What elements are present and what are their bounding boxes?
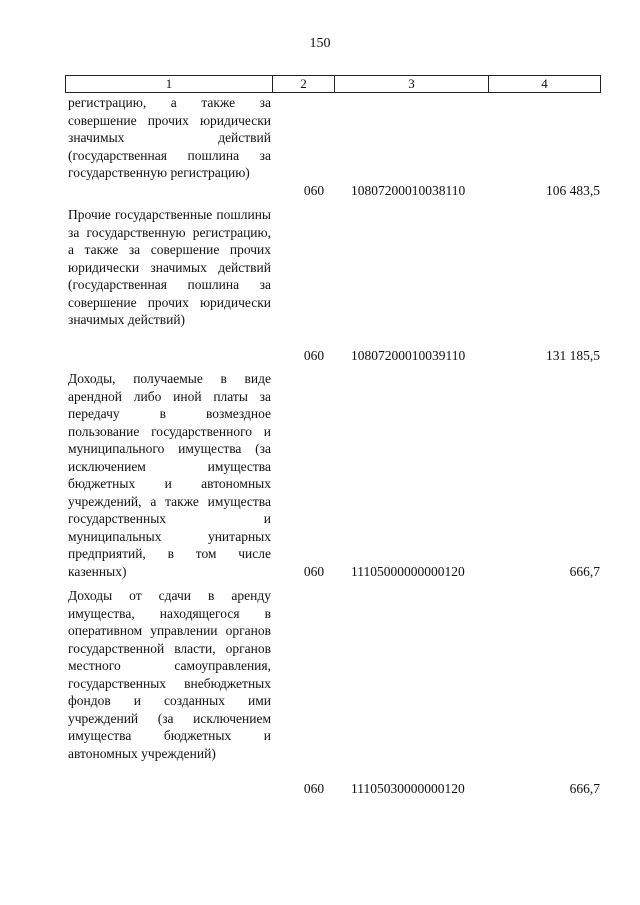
table-row <box>68 370 600 580</box>
row-budget-code: 10807200010039110 <box>351 347 466 363</box>
row-description: Прочие государственные пошлины за государственную регистрацию, а также за совершение прочих юридически значимых действий (государственная пошлина за совершение прочих юридически значимых действий) <box>68 207 271 327</box>
header-col-1: 1 <box>66 76 273 92</box>
row-admin-code: 060 <box>303 563 325 579</box>
table-row <box>68 206 600 364</box>
row-admin-code: 060 <box>303 347 325 363</box>
row-amount: 106 483,5 <box>546 182 600 198</box>
table-row <box>68 94 600 199</box>
row-budget-code: 10807200010038110 <box>351 182 466 198</box>
row-amount: 666,7 <box>569 563 600 579</box>
row-description: регистрацию, а также за совершение прочих юридически значимых действий (государственная пошлина за государственную регистрацию) <box>68 95 271 180</box>
header-col-3: 3 <box>335 76 489 92</box>
header-col-2: 2 <box>273 76 335 92</box>
row-description: Доходы, получаемые в виде арендной либо иной платы за передачу в возмездное пользование государственного и муниципального имущества (за исключением имущества бюджетных и автономных учреждений, а также имущества государственных и муниципальных унитарных предприятий, в том числе казенных) <box>68 371 271 579</box>
page-number: 150 <box>309 36 331 51</box>
row-admin-code: 060 <box>303 182 325 198</box>
table-row <box>68 587 600 797</box>
row-description: Доходы от сдачи в аренду имущества, находящегося в оперативном управлении органов государственной власти, органов местного самоуправления, государственных внебюджетных фондов и созданных ими учреждений (за исключением имущества бюджетных и автономных учреждений) <box>68 588 271 761</box>
table-header <box>65 75 601 93</box>
header-col-4: 4 <box>541 76 548 91</box>
row-budget-code: 11105000000000120 <box>351 563 465 579</box>
row-amount: 666,7 <box>569 780 600 796</box>
row-budget-code: 11105030000000120 <box>351 780 465 796</box>
row-admin-code: 060 <box>303 780 325 796</box>
row-amount: 131 185,5 <box>546 347 600 363</box>
